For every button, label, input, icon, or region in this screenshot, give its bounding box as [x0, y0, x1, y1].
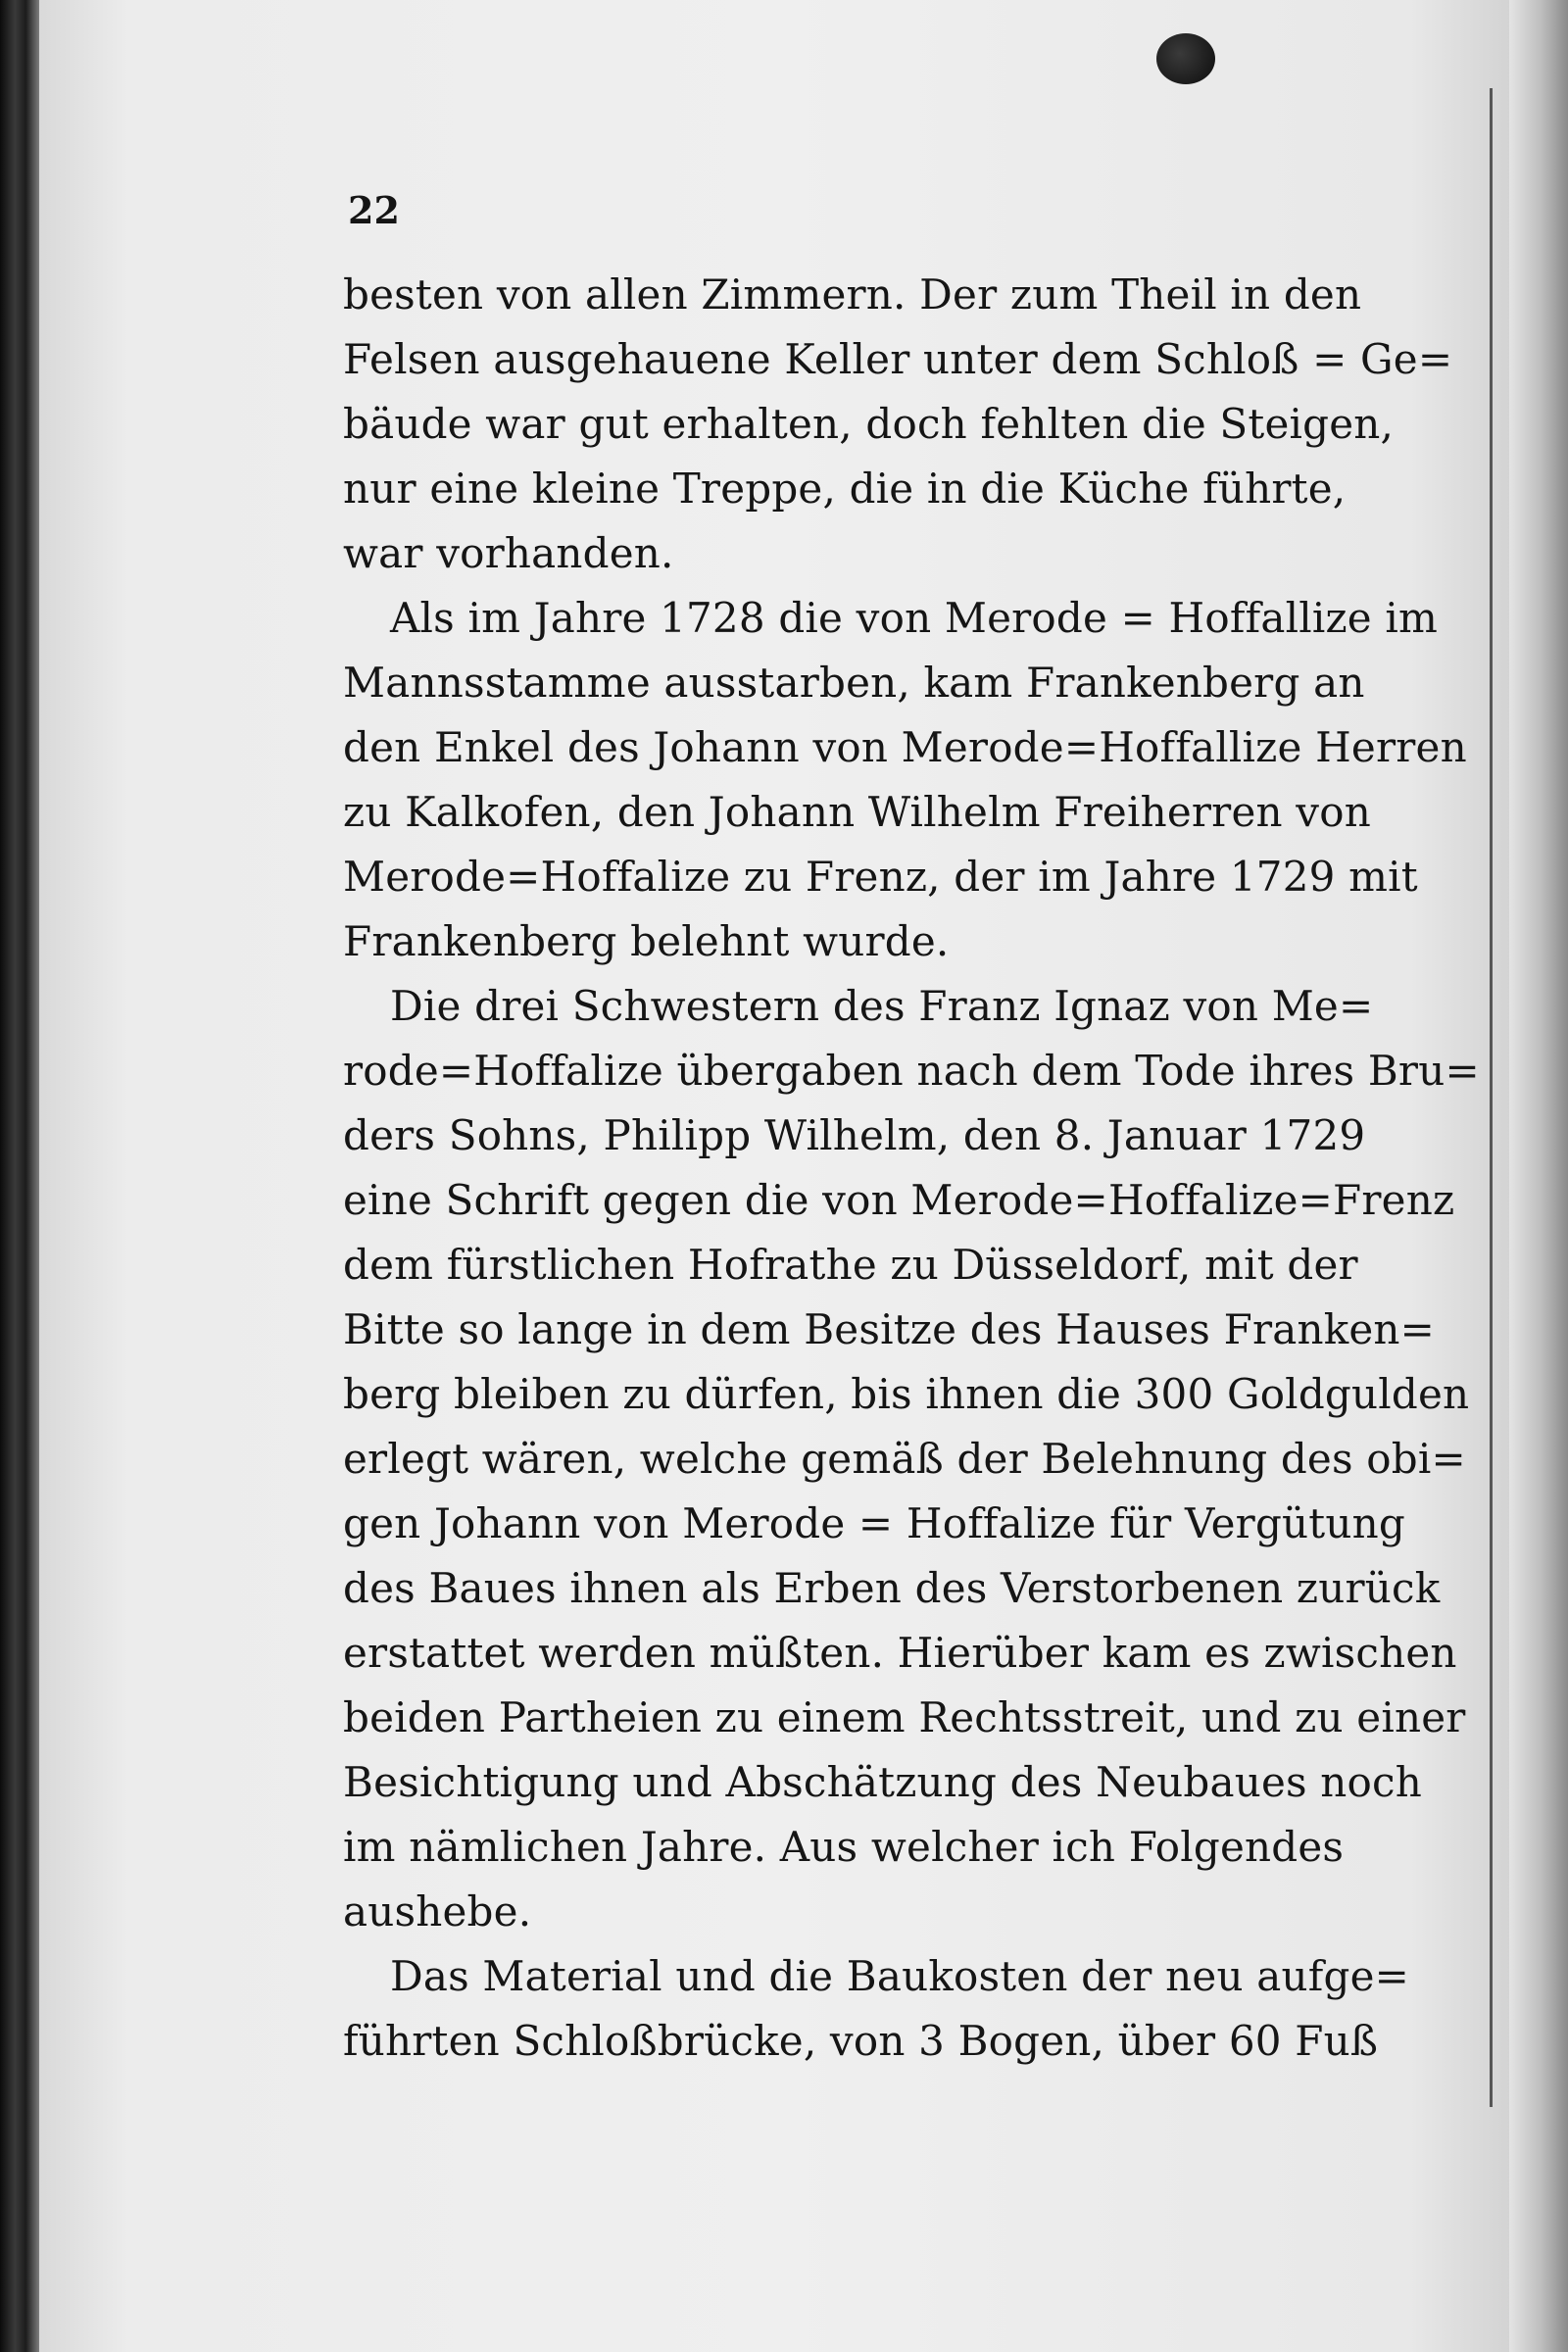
text-line: rode=Hoffalize übergaben nach dem Tode ihres Bru=	[343, 1047, 1480, 1095]
paragraph-1	[343, 263, 1453, 586]
book-spine-shadow	[0, 0, 43, 2352]
text-line: Merode=Hoffalize zu Frenz, der im Jahre 1729 mit	[343, 853, 1418, 901]
paragraph-2	[343, 586, 1467, 974]
page-fold-line	[1490, 88, 1493, 2107]
text-line: gen Johann von Merode = Hoffalize für Vergütung	[343, 1499, 1405, 1547]
paragraph-3	[343, 974, 1480, 1944]
text-line: im nämlichen Jahre. Aus welcher ich Folgendes	[343, 1823, 1345, 1871]
text-line: erstattet werden müßten. Hierüber kam es zwischen	[343, 1629, 1457, 1677]
text-line: Bitte so lange in dem Besitze des Hauses Franken=	[343, 1305, 1436, 1353]
text-line: nur eine kleine Treppe, die in die Küche führte,	[343, 465, 1347, 513]
text-line: zu Kalkofen, den Johann Wilhelm Freiherren von	[343, 788, 1371, 836]
text-line: den Enkel des Johann von Merode=Hoffallize Herren	[343, 723, 1467, 771]
text-line: bäude war gut erhalten, doch fehlten die Steigen,	[343, 400, 1395, 448]
text-line: aushebe.	[343, 1887, 532, 1936]
text-line: dem fürstlichen Hofrathe zu Düsseldorf, mit der	[343, 1241, 1358, 1289]
text-line: Mannsstamme ausstarben, kam Frankenberg an	[343, 659, 1365, 707]
page-edge-shadow	[1509, 0, 1568, 2352]
text-line: Frankenberg belehnt wurde.	[343, 917, 950, 965]
text-line: des Baues ihnen als Erben des Verstorbenen zurück	[343, 1564, 1441, 1612]
body-text	[343, 263, 1480, 2074]
text-line: erlegt wären, welche gemäß der Belehnung des obi=	[343, 1435, 1466, 1483]
text-line: führten Schloßbrücke, von 3 Bogen, über 60 Fuß	[343, 2017, 1379, 2065]
text-line: Die drei Schwestern des Franz Ignaz von Me=	[390, 982, 1374, 1030]
text-line: Felsen ausgehauene Keller unter dem Schloß = Ge=	[343, 335, 1453, 383]
text-line: Besichtigung und Abschätzung des Neubaues noch	[343, 1758, 1423, 1806]
page-number: 22	[348, 188, 400, 232]
text-line: besten von allen Zimmern. Der zum Theil in den	[343, 270, 1362, 318]
text-line: ders Sohns, Philipp Wilhelm, den 8. Januar 1729	[343, 1111, 1366, 1159]
text-line: Das Material und die Baukosten der neu aufge=	[390, 1952, 1410, 2000]
text-line: eine Schrift gegen die von Merode=Hoffalize=Frenz	[343, 1176, 1455, 1224]
paragraph-4	[343, 1944, 1410, 2074]
paper-hole-mark	[1156, 33, 1215, 84]
text-line: berg bleiben zu dürfen, bis ihnen die 300 Goldgulden	[343, 1370, 1470, 1418]
text-line: beiden Partheien zu einem Rechtsstreit, und zu einer	[343, 1693, 1466, 1741]
text-line: war vorhanden.	[343, 529, 674, 577]
text-line: Als im Jahre 1728 die von Merode = Hoffallize im	[390, 594, 1439, 642]
